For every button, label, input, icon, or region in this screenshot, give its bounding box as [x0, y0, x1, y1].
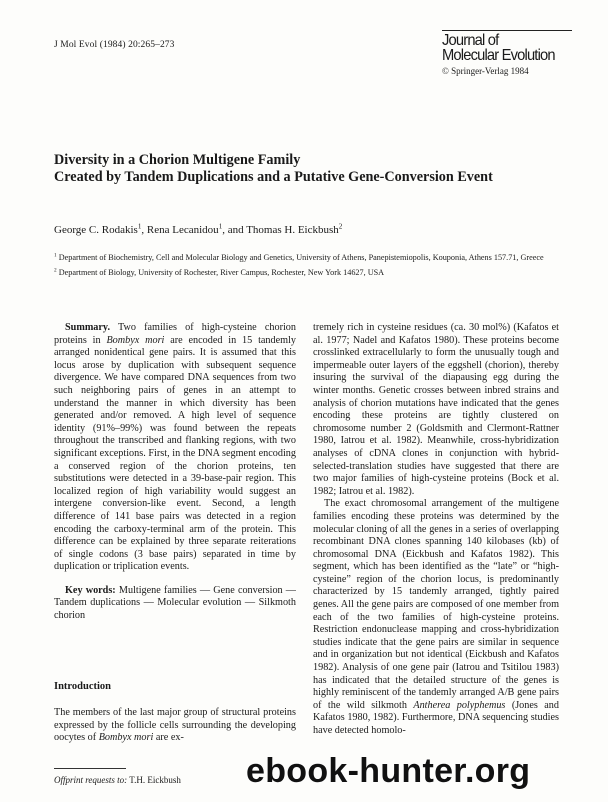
right-paragraph-2-species: Antherea polyphemus	[413, 699, 506, 711]
intro-text	[54, 707, 296, 745]
footnote-label: Offprint requests to:	[54, 775, 128, 785]
title-line-1: Diversity in a Chorion Multigene Family	[54, 152, 301, 168]
keywords-paragraph	[54, 585, 296, 623]
author-separator: ,	[141, 224, 147, 236]
author-3-affil: 2	[338, 222, 343, 231]
affiliation-1-text: Department of Biochemistry, Cell and Molecular Biology and Genetics, University of Athens, Panepistemiopolis, Kouponia, Athens 157.71, Greece	[58, 253, 544, 262]
intro-text-2: are ex-	[153, 732, 184, 744]
affiliation-2-text: Department of Biology, University of Rochester, River Campus, Rochester, New York 14627, USA	[58, 268, 385, 277]
right-column	[313, 322, 559, 738]
journal-citation: J Mol Evol (1984) 20:265–273	[54, 40, 175, 50]
keywords-label: Key words:	[65, 584, 116, 596]
logo-rule	[442, 30, 572, 31]
summary-text-1: Two families of high-cysteine chorion proteins in	[54, 322, 296, 346]
footnote-name: T.H. Eickbush	[127, 775, 181, 785]
copyright: © Springer-Verlag 1984	[442, 66, 529, 76]
article-title	[54, 152, 574, 186]
journal-name-line2: Molecular Evolution	[442, 47, 555, 64]
affiliation-1	[54, 252, 564, 263]
affiliation-2-mark: 2	[54, 267, 57, 274]
title-line-2: Created by Tandem Duplications and a Putative Gene-Conversion Event	[54, 169, 493, 185]
author-3: Thomas H. Eickbush	[246, 224, 339, 236]
footnote-rule	[54, 768, 126, 769]
watermark: ebook-hunter.org	[246, 752, 531, 790]
intro-species: Bombyx mori	[98, 732, 154, 744]
section-heading-introduction: Introduction	[54, 681, 111, 692]
author-2: Rena Lecanidou	[146, 224, 219, 236]
right-paragraph-1: tremely rich in cysteine residues (ca. 30 mol%) (Kafatos et al. 1977; Nadel and Kafatos 1980). These proteins become crosslinked extracellularly to form the unusually tough and impermeable outer layers of the eggshell (chorion), thereby insuring the survival of the diapausing egg during the winter months. Genetic crosses between inbred strains and analysis of chorion mutations have indicated that the genes encoding these proteins are tightly clustered on chromosome number 2 (Goldsmith and Clermont-Rattner 1980, Iatrou et al. 1982). Meanwhile, cross-hybridization analyses of cDNA clones in conjunction with hybrid-selected-translation studies have suggested that there are two major families of high-cysteine proteins (Bock et al. 1982; Iatrou et al. 1982).	[313, 322, 559, 497]
author-and: , and	[222, 224, 247, 236]
author-1: George C. Rodakis	[54, 224, 138, 236]
affiliation-1-mark: 1	[54, 252, 57, 259]
offprint-footnote	[54, 775, 181, 785]
left-column	[54, 322, 296, 623]
summary-paragraph	[54, 322, 296, 574]
right-paragraph-2	[313, 498, 559, 737]
right-paragraph-2-text-1: The exact chromosomal arrangement of the multigene families encoding these proteins was determined by the molecular cloning of all the genes in a series of overlapping recombinant DNA clones spanning 140 kilobases (kb) of chromosomal DNA (Eickbush and Kafatos 1982). This segment, which has been identified as the “late” or “high-cysteine” region of the chorion locus, is predominantly characterized by 15 tandemly arranged, tightly paired genes. All the gene pairs are composed of one member from each of the two families of high-cysteine proteins. Restriction endonuclease mapping and cross-hybridization studies indicate that the gene pairs are similar in sequence and in organization but not identical (Eickbush and Kafatos 1982). Analysis of one gene pair (Iatrou and Tsitilou 1983) has indicated that the detailed structure of the genes is highly reminiscent of the tandemly arranged A/B gene pairs of the wild silkmoth	[313, 498, 559, 711]
keywords-text: Multigene families — Gene conversion — Tandem duplications — Molecular evolution — Silkmoth chorion	[54, 584, 296, 622]
intro-text-1: The members of the last major group of structural proteins expressed by the follicle cells surrounding the developing oocytes of	[54, 707, 296, 744]
authors	[54, 224, 342, 236]
affiliations	[54, 252, 564, 282]
right-paragraph-2-text-2: (Jones and Kafatos 1980, 1982). Furthermore, DNA sequencing studies have detected homolo-	[313, 699, 559, 736]
intro-paragraph	[54, 707, 296, 745]
author-2-affil: 1	[218, 222, 223, 231]
summary-species: Bombyx mori	[106, 334, 165, 346]
summary-text-2: are encoded in 15 tandemly arranged nonidentical gene pairs. It is assumed that this locus arose by duplication with subsequent sequence divergence. We have compared DNA sequences from two such neighboring pairs of genes in an attempt to understand the manner in which diversity has been generated and/or removed. A high level of sequence identity (91%–99%) was found between the repeats throughout the transcribed and flanking regions, with two significant exceptions. First, in the DNA segment encoding a conserved region of the chorion proteins, ten substitutions were detected in a 39-base-pair region. This localized region of high variability would suggest an intergene conversion-like event. Second, a length difference of 141 base pairs was detected in a region encoding the carboxy-terminal arm of the protein. This difference can be explained by three separate reiterations of single codons (3 base pairs) separated in time by duplication or triplication events.	[54, 334, 296, 573]
author-1-affil: 1	[137, 222, 142, 231]
journal-name-line1: Journal of	[442, 32, 499, 49]
summary-label: Summary.	[65, 322, 110, 333]
journal-logo	[442, 30, 572, 76]
affiliation-2	[54, 267, 564, 278]
